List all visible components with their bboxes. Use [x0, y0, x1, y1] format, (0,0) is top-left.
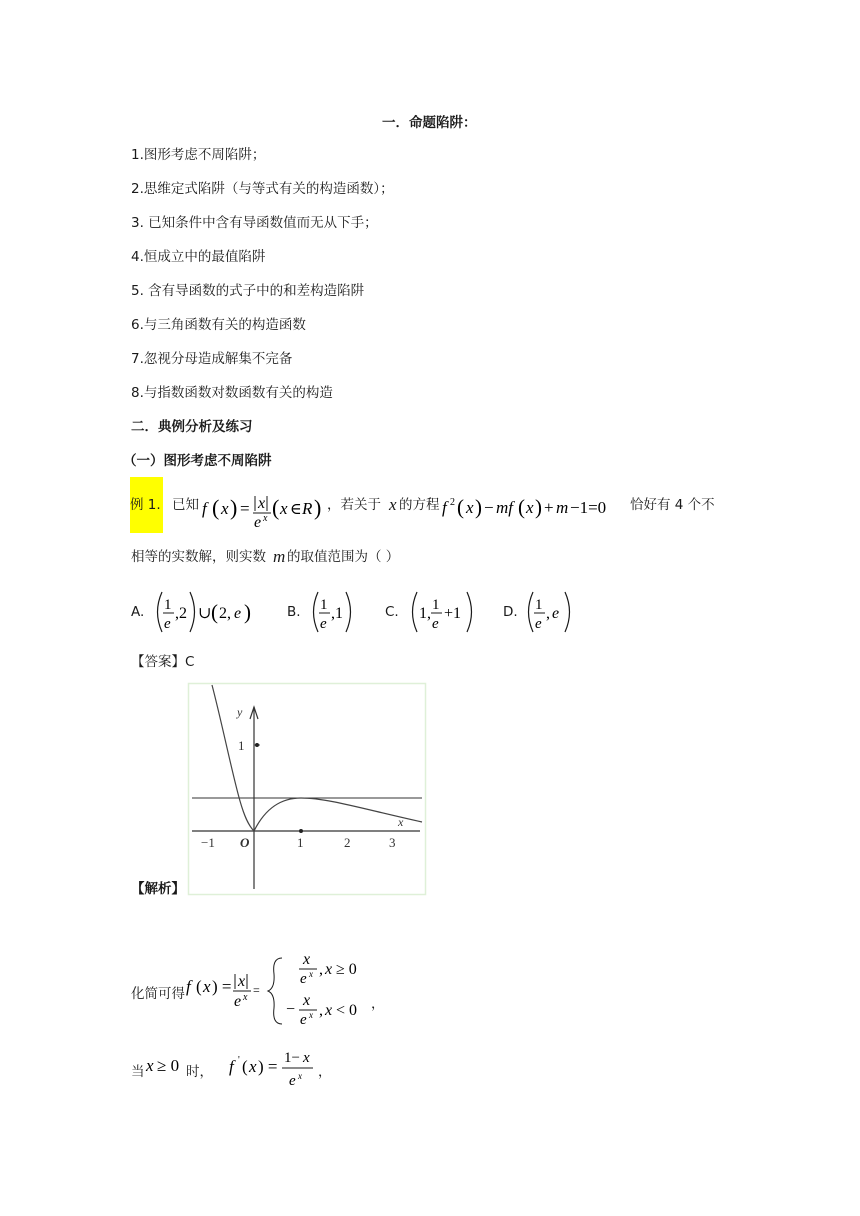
- choice-a-label: A.: [131, 604, 145, 620]
- svg-text:x: x: [466, 498, 474, 517]
- list-item: 1.图形考虑不周陷阱；: [131, 147, 266, 163]
- svg-text:x: x: [303, 1050, 310, 1066]
- svg-text:,: ,: [546, 605, 550, 622]
- svg-text:=: =: [253, 983, 260, 997]
- axis-label-x: x: [398, 815, 404, 829]
- function-definition-formula: [200, 484, 324, 531]
- list-item: 2.思维定式陷阱（与等式有关的构造函数）；: [131, 181, 394, 197]
- example-text: 相等的实数解，则实数: [131, 549, 266, 565]
- svg-text:x: x: [280, 499, 288, 518]
- svg-text:2: 2: [450, 497, 455, 508]
- origin-label: O: [240, 835, 250, 850]
- x-tick-label: −1: [201, 835, 215, 850]
- choice-d-label: D.: [503, 604, 518, 620]
- svg-text:e: e: [289, 1073, 296, 1089]
- example-text: 已知: [172, 497, 199, 513]
- list-item: 4.恒成立中的最值陷阱: [131, 249, 266, 265]
- derivative-formula: [229, 1038, 319, 1094]
- svg-text:): ): [230, 495, 238, 520]
- svg-text:1: 1: [164, 597, 172, 613]
- analysis-text: ，: [318, 1064, 332, 1080]
- svg-text:(: (: [457, 495, 464, 519]
- svg-text:−: −: [484, 498, 494, 517]
- svg-text:): ): [314, 495, 322, 520]
- list-item: 7.忽视分母造成解集不完备: [131, 351, 293, 367]
- subsection-title: （一）图形考虑不周陷阱: [123, 453, 272, 469]
- svg-text:e: e: [234, 605, 242, 622]
- example-text: ，若关于: [327, 497, 381, 513]
- svg-text:1: 1: [535, 597, 543, 613]
- x-tick-label: 3: [389, 835, 396, 850]
- analysis-text: 化简可得: [131, 986, 185, 1002]
- svg-text:=: =: [240, 499, 250, 518]
- piecewise-formula: [186, 950, 386, 1034]
- svg-text:e: e: [552, 605, 560, 622]
- svg-text:≥ 0: ≥ 0: [336, 961, 357, 978]
- svg-text:f: f: [229, 1057, 234, 1076]
- y-tick-label: 1: [238, 738, 245, 753]
- svg-text:f: f: [186, 977, 191, 996]
- analysis-text: 时，: [186, 1064, 213, 1080]
- choice-c-label: C.: [385, 604, 399, 620]
- svg-text:1−: 1−: [284, 1050, 300, 1066]
- svg-text:< 0: < 0: [336, 1002, 358, 1019]
- svg-text:x: x: [325, 1002, 333, 1019]
- svg-text:m: m: [556, 498, 569, 517]
- svg-text:(: (: [212, 495, 220, 520]
- svg-text:,2: ,2: [175, 605, 187, 622]
- svg-text:mf: mf: [496, 498, 513, 517]
- svg-text:f: f: [442, 498, 447, 517]
- section1-title: 一．命题陷阱：: [382, 115, 477, 131]
- section2-title: 二．典例分析及练习: [131, 419, 253, 435]
- svg-text:,: ,: [319, 1002, 323, 1019]
- svg-text:x: x: [238, 973, 246, 990]
- svg-text:,: ,: [319, 961, 323, 978]
- svg-text:∈: ∈: [290, 501, 302, 518]
- svg-text:,1: ,1: [331, 605, 343, 622]
- svg-text:x: x: [526, 498, 534, 517]
- svg-text:): ): [535, 495, 542, 519]
- svg-text:x: x: [309, 969, 313, 979]
- example-text: 恰好有 4 个不: [630, 497, 715, 513]
- svg-text:(: (: [518, 495, 525, 519]
- svg-text:x: x: [146, 1056, 154, 1075]
- choice-c-formula: [405, 588, 477, 636]
- svg-text:e: e: [300, 1012, 307, 1028]
- svg-text:e: e: [320, 616, 327, 632]
- svg-text:−: −: [286, 1001, 296, 1018]
- svg-text:x: x: [203, 977, 211, 996]
- svg-text:(: (: [272, 495, 280, 520]
- analysis-text: ，: [371, 996, 385, 1012]
- svg-text:e: e: [164, 616, 171, 632]
- example-label: 例 1.: [130, 477, 163, 533]
- variable-m: m: [273, 547, 286, 566]
- svg-text:x: x: [263, 513, 268, 524]
- svg-text:(: (: [211, 600, 218, 624]
- svg-text:R: R: [302, 499, 313, 518]
- answer-value: C: [185, 654, 195, 670]
- svg-text:x: x: [303, 992, 311, 1009]
- svg-text:e: e: [432, 616, 439, 632]
- choice-d-formula: [521, 588, 583, 636]
- function-graph: [188, 683, 426, 895]
- svg-text:x: x: [325, 961, 333, 978]
- svg-text:f: f: [202, 499, 207, 518]
- answer-label: 【答案】: [131, 654, 185, 670]
- svg-text:x: x: [249, 1057, 257, 1076]
- svg-text:): ): [244, 600, 251, 624]
- variable-x: x: [389, 495, 397, 514]
- list-item: 8.与指数函数对数函数有关的构造: [131, 385, 333, 401]
- list-item: 6.与三角函数有关的构造函数: [131, 317, 306, 333]
- svg-text:(: (: [196, 977, 202, 996]
- svg-text:) =: ) =: [258, 1057, 278, 1076]
- svg-text:2,: 2,: [219, 605, 231, 622]
- svg-text:e: e: [234, 993, 242, 1010]
- svg-text:e: e: [535, 616, 542, 632]
- svg-text:e: e: [254, 514, 262, 531]
- svg-text:+: +: [544, 498, 554, 517]
- axis-label-y: y: [237, 705, 243, 719]
- svg-text:): ): [475, 495, 482, 519]
- list-item: 5. 含有导函数的式子中的和差构造陷阱: [131, 283, 365, 299]
- svg-text:∪: ∪: [198, 605, 212, 622]
- svg-text:x: x: [309, 1010, 313, 1020]
- analysis-text: 当: [131, 1064, 145, 1080]
- svg-text:x: x: [221, 499, 229, 518]
- y-one-dot: [255, 743, 259, 747]
- svg-text:x: x: [298, 1071, 302, 1081]
- x-one-dot: [299, 829, 303, 833]
- svg-text:1: 1: [432, 597, 440, 613]
- svg-text:x: x: [258, 495, 266, 512]
- list-item: 3. 已知条件中含有导函数值而无从下手；: [131, 215, 378, 231]
- svg-text:≥ 0: ≥ 0: [157, 1056, 180, 1075]
- choice-a-formula: [150, 588, 260, 636]
- graph-frame: [189, 684, 426, 895]
- choice-b-formula: [306, 588, 366, 636]
- svg-text:) =: ) =: [212, 977, 232, 996]
- svg-text:−1=0: −1=0: [570, 498, 607, 517]
- choice-b-label: B.: [287, 604, 301, 620]
- x-tick-label: 2: [344, 835, 351, 850]
- x-tick-label: 1: [297, 835, 304, 850]
- condition-formula: [146, 1053, 190, 1079]
- equation-formula: [442, 496, 630, 520]
- svg-text:x: x: [243, 992, 248, 1003]
- svg-text:(: (: [242, 1057, 248, 1076]
- svg-text:+1: +1: [444, 605, 462, 622]
- svg-text:': ': [238, 1055, 240, 1066]
- svg-text:1: 1: [320, 597, 328, 613]
- example-text: 的方程: [399, 497, 440, 513]
- svg-text:x: x: [303, 951, 311, 968]
- svg-text:1,: 1,: [419, 605, 431, 622]
- analysis-label: 【解析】: [131, 881, 185, 897]
- svg-text:e: e: [300, 971, 307, 987]
- example-text: 的取值范围为（ ）: [287, 549, 400, 565]
